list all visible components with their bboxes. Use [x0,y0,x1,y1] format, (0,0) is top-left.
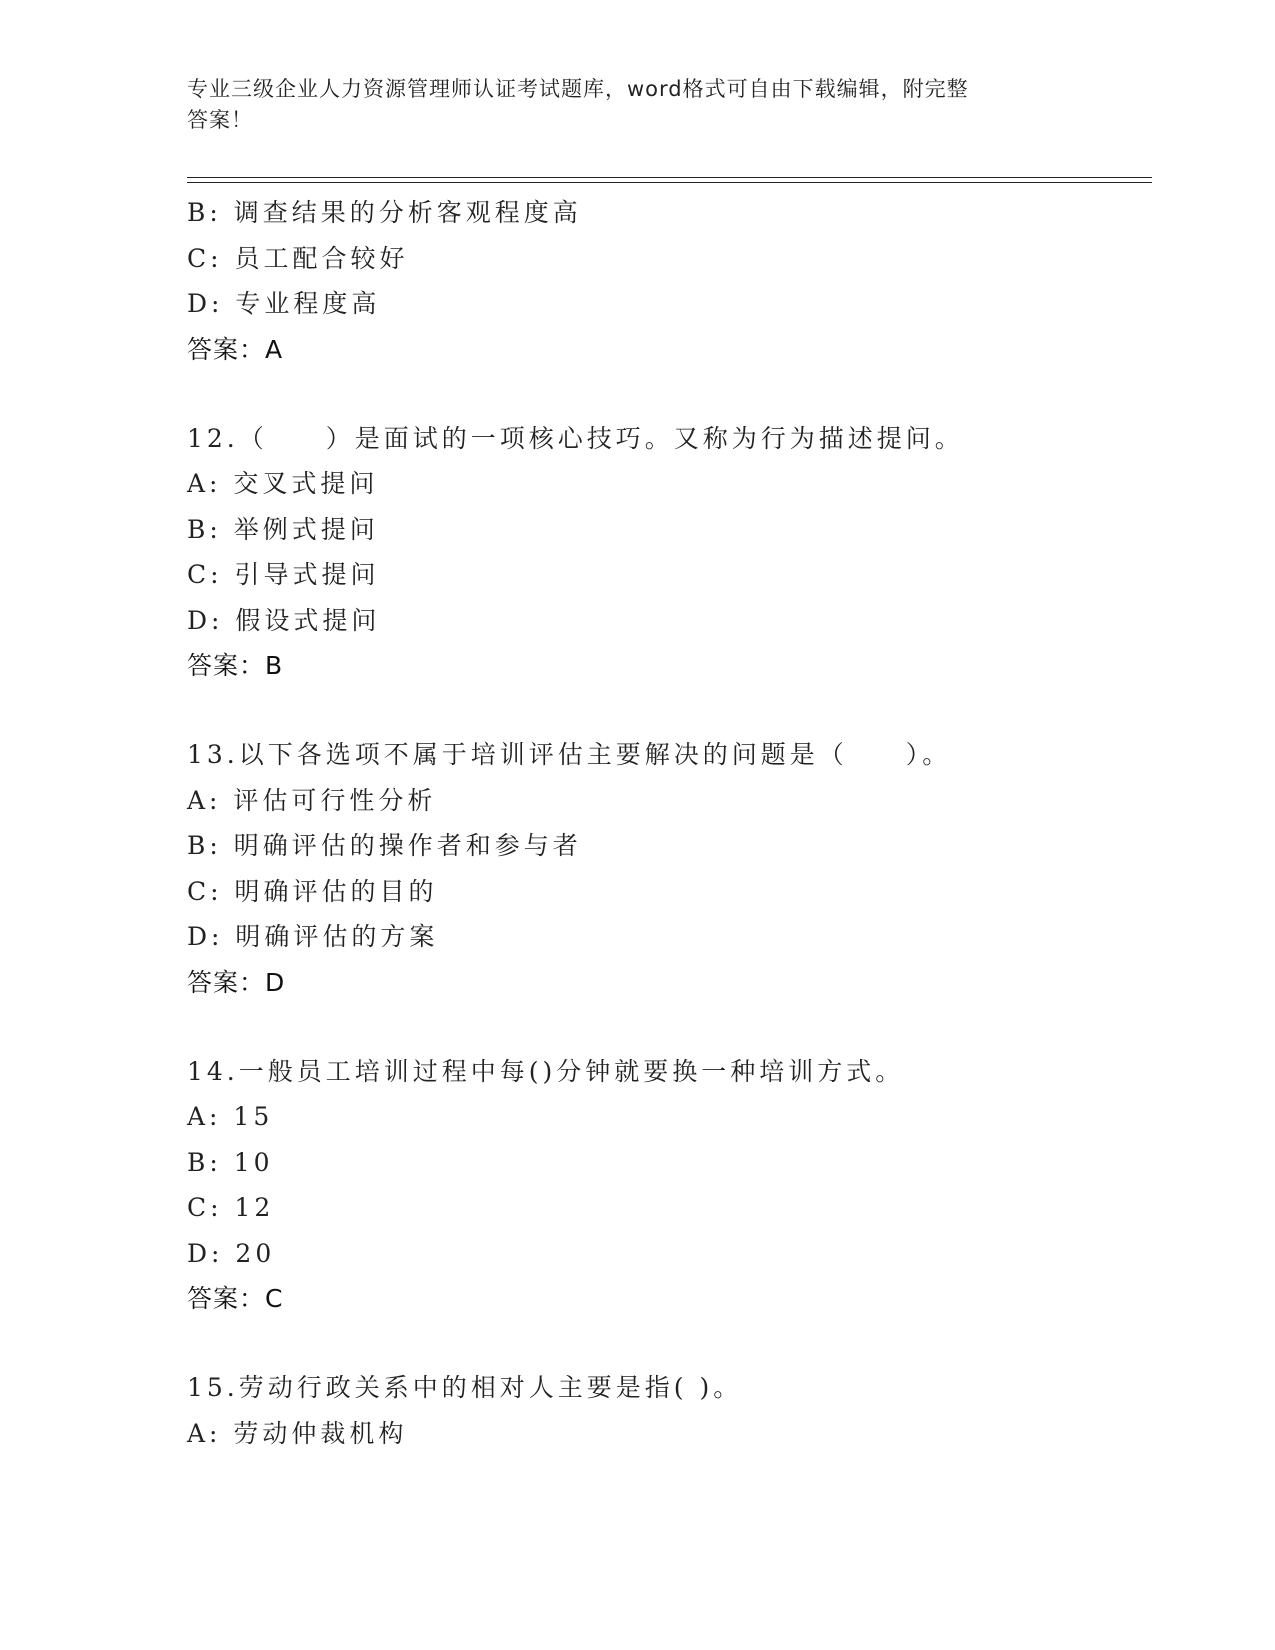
option-b: B: 调查结果的分析客观程度高 [187,198,582,227]
header-divider-top [187,177,1152,178]
header-line-1: 专业三级企业人力资源管理师认证考试题库，word格式可自由下载编辑，附完整 [187,77,969,101]
option-d: D: 假设式提问 [187,605,381,635]
header-divider-bottom [187,182,1152,183]
answer-line: 答案：C [187,1284,284,1313]
option-a: A: 交叉式提问 [187,469,379,498]
question-14 [187,1049,1152,1323]
question-stem: 15.劳动行政关系中的相对人主要是指( )。 [187,1373,743,1402]
option-b: B: 明确评估的操作者和参与者 [187,831,582,860]
question-15 [187,1365,1152,1456]
header-line-2: 答案！ [187,108,253,132]
option-c: C: 员工配合较好 [187,243,409,273]
question-stem: 14.一般员工培训过程中每()分钟就要换一种培训方式。 [187,1056,905,1086]
question-stem: 12.（ ）是面试的一项核心技巧。又称为行为描述提问。 [187,423,964,453]
question-12 [187,416,1152,690]
option-a: A: 劳动仲裁机构 [187,1418,408,1448]
option-c: C: 明确评估的目的 [187,876,438,906]
option-c: C: 12 [187,1193,275,1222]
question-list [187,190,1152,1456]
option-b: B: 举例式提问 [187,514,379,544]
question-stem: 13.以下各选项不属于培训评估主要解决的问题是（ ）。 [187,740,952,769]
option-d: D: 明确评估的方案 [187,922,439,951]
answer-line: 答案：B [187,651,284,680]
option-d: D: 专业程度高 [187,289,381,318]
document-header [187,74,1067,136]
option-d: D: 20 [187,1238,276,1268]
option-b: B: 10 [187,1147,274,1177]
answer-line: 答案：D [187,967,286,997]
option-c: C: 引导式提问 [187,560,380,589]
option-a: A: 15 [187,1102,274,1131]
question-11-continued [187,190,1152,373]
option-a: A: 评估可行性分析 [187,785,437,815]
answer-line: 答案：A [187,334,284,364]
question-13 [187,732,1152,1006]
